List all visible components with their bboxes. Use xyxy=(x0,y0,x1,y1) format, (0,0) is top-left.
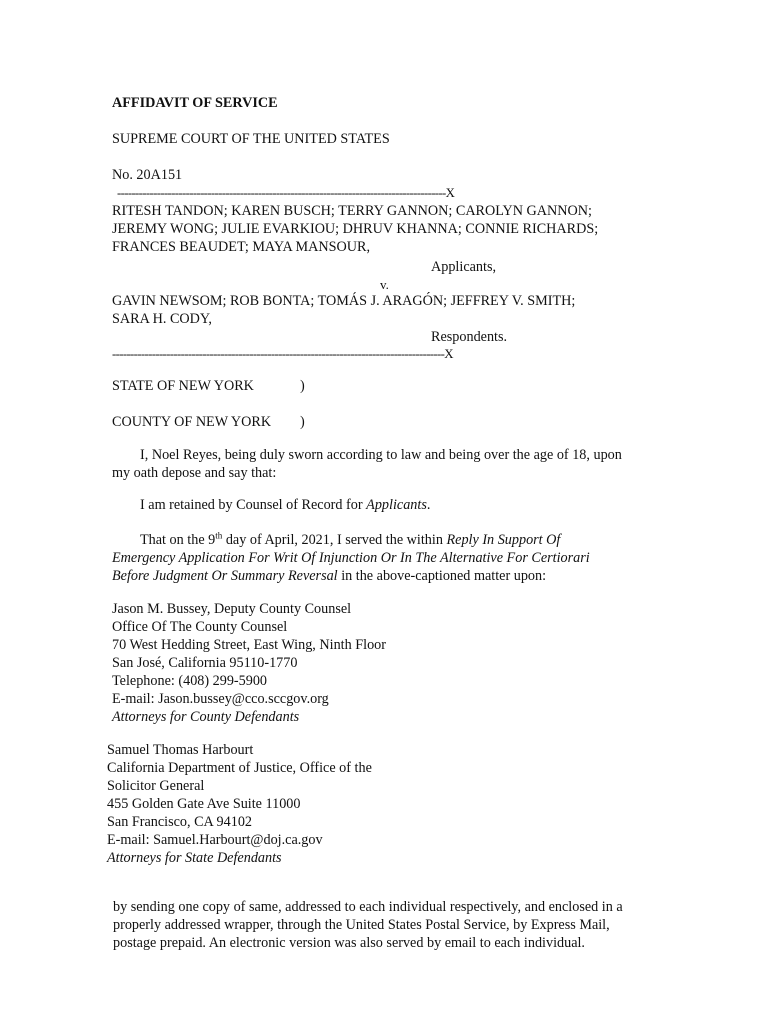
closing-line-1: by sending one copy of same, addressed to each individual respectively, and enclosed in a xyxy=(113,899,623,915)
document-title: AFFIDAVIT OF SERVICE xyxy=(112,95,278,111)
applicants-line-2: JEREMY WONG; JULIE EVARKIOU; DHRUV KHANNA; CONNIE RICHARDS; xyxy=(112,221,599,237)
closing-line-2: properly addressed wrapper, through the United States Postal Service, by Express Mail, xyxy=(113,917,610,933)
applicants-line-3: FRANCES BEAUDET; MAYA MANSOUR, xyxy=(112,239,371,255)
caption-separator-top: -------------------------------------------------------------------------------------------X xyxy=(117,186,455,200)
retained-statement: I am retained by Counsel of Record for Applicants. xyxy=(140,497,431,513)
recipient-2-line-4: 455 Golden Gate Ave Suite 11000 xyxy=(107,796,301,812)
case-number: No. 20A151 xyxy=(112,167,183,183)
closing-line-3: postage prepaid. An electronic version was also served by email to each individual. xyxy=(113,935,585,951)
venue-county: COUNTY OF NEW YORK xyxy=(112,414,272,430)
recipient-2-role: Attorneys for State Defendants xyxy=(107,850,282,866)
caption-separator-bottom: --------------------------------------------------------------------------------------------X xyxy=(112,347,453,361)
oath-line-1: I, Noel Reyes, being duly sworn according to law and being over the age of 18, upon xyxy=(140,447,622,463)
recipient-2-line-3: Solicitor General xyxy=(107,778,205,794)
venue-county-paren: ) xyxy=(300,414,305,430)
oath-line-2: my oath depose and say that: xyxy=(112,465,277,481)
recipient-1-line-3: 70 West Hedding Street, East Wing, Ninth Floor xyxy=(112,637,387,653)
applicants-line-1: RITESH TANDON; KAREN BUSCH; TERRY GANNON; CAROLYN GANNON; xyxy=(112,203,592,219)
service-line-1: That on the 9th day of April, 2021, I served the within Reply In Support Of xyxy=(140,530,561,548)
respondents-line-2: SARA H. CODY, xyxy=(112,311,212,327)
recipient-2-line-1: Samuel Thomas Harbourt xyxy=(107,742,254,758)
court-name: SUPREME COURT OF THE UNITED STATES xyxy=(112,131,390,147)
service-line-2: Emergency Application For Writ Of Injunction Or In The Alternative For Certiorari xyxy=(112,550,590,566)
respondents-line-1: GAVIN NEWSOM; ROB BONTA; TOMÁS J. ARAGÓN; JEFFREY V. SMITH; xyxy=(112,293,576,309)
venue-state: STATE OF NEW YORK xyxy=(112,378,254,394)
recipient-1-line-1: Jason M. Bussey, Deputy County Counsel xyxy=(112,601,352,617)
applicants-label: Applicants, xyxy=(431,259,497,275)
recipient-2-line-5: San Francisco, CA 94102 xyxy=(107,814,253,830)
venue-state-paren: ) xyxy=(300,378,305,394)
recipient-1-line-4: San José, California 95110-1770 xyxy=(112,655,298,671)
recipient-1-role: Attorneys for County Defendants xyxy=(112,709,300,725)
recipient-2-line-6: E-mail: Samuel.Harbourt@doj.ca.gov xyxy=(107,832,323,848)
recipient-1-line-2: Office Of The County Counsel xyxy=(112,619,288,635)
respondents-label: Respondents. xyxy=(431,329,508,345)
versus: v. xyxy=(380,277,389,292)
recipient-1-line-5: Telephone: (408) 299-5900 xyxy=(112,673,268,689)
service-line-3: Before Judgment Or Summary Reversal in the above-captioned matter upon: xyxy=(112,568,547,584)
recipient-1-line-6: E-mail: Jason.bussey@cco.sccgov.org xyxy=(112,691,329,707)
recipient-2-line-2: California Department of Justice, Office of the xyxy=(107,760,372,776)
